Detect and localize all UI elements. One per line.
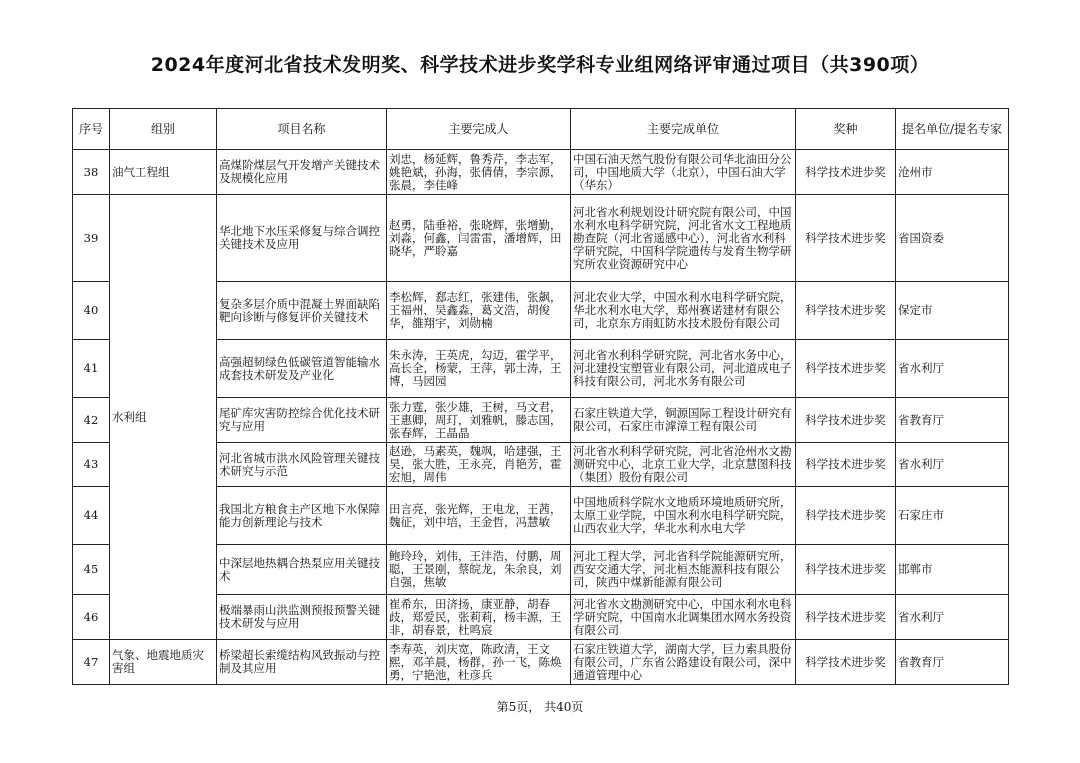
group-cell: 油气工程组 xyxy=(110,150,217,195)
nominator-cell: 省水利厅 xyxy=(896,340,1009,398)
nominator-cell: 省水利厅 xyxy=(896,595,1009,640)
people-cell: 张力霆，张少雄，王树，马文君，王惠卿，周玎，刘雅帆，滕志国，张春辉，王晶晶 xyxy=(387,398,571,443)
row-num: 44 xyxy=(73,487,110,545)
header-people: 主要完成人 xyxy=(387,109,571,150)
row-num: 41 xyxy=(73,340,110,398)
header-units: 主要完成单位 xyxy=(571,109,796,150)
row-num: 40 xyxy=(73,282,110,340)
people-cell: 李寿英，刘庆宽，陈政清，王文熙，邓羊晨，杨群，孙一飞，陈焕勇，宁艳池，杜彦兵 xyxy=(387,640,571,685)
project-cell: 高强超韧绿色低碳管道智能输水成套技术研发及产业化 xyxy=(217,340,387,398)
nominator-cell: 省国资委 xyxy=(896,195,1009,282)
header-group: 组别 xyxy=(110,109,217,150)
award-cell: 科学技术进步奖 xyxy=(796,340,896,398)
table-row xyxy=(73,150,1009,195)
award-cell: 科学技术进步奖 xyxy=(796,640,896,685)
nominator-cell: 省水利厅 xyxy=(896,443,1009,487)
people-cell: 朱永涛，王英虎，勾迈，霍学平，高长全，杨蒙，王萍，郭士涛，王博，马园园 xyxy=(387,340,571,398)
units-cell: 中国石油天然气股份有限公司华北油田分公司，中国地质大学（北京），中国石油大学（华东） xyxy=(571,150,796,195)
project-cell: 复杂多层介质中混凝土界面缺陷靶向诊断与修复评价关键技术 xyxy=(217,282,387,340)
award-cell: 科学技术进步奖 xyxy=(796,487,896,545)
row-num: 43 xyxy=(73,443,110,487)
award-cell: 科学技术进步奖 xyxy=(796,282,896,340)
people-cell: 田言亮，张光辉，王电龙，王茜，魏征，刘中培，王金哲，冯慧敏 xyxy=(387,487,571,545)
nominator-cell: 石家庄市 xyxy=(896,487,1009,545)
people-cell: 赵勇，陆垂裕，张晓辉，张增勤，刘淼，何鑫，闫雷雷，潘增辉，田晓华，严聆嘉 xyxy=(387,195,571,282)
nominator-cell: 省教育厅 xyxy=(896,398,1009,443)
table-row xyxy=(73,195,1009,282)
project-cell: 华北地下水压采修复与综合调控关键技术及应用 xyxy=(217,195,387,282)
award-cell: 科学技术进步奖 xyxy=(796,595,896,640)
people-cell: 李松辉，郄志红，张建伟，张飙，王福州，吴鑫淼，葛文浩，胡俊华，雒翔宇，刘勋楠 xyxy=(387,282,571,340)
project-cell: 高煤阶煤层气开发增产关键技术及规模化应用 xyxy=(217,150,387,195)
nominator-cell: 省教育厅 xyxy=(896,640,1009,685)
table-row xyxy=(73,640,1009,685)
project-cell: 我国北方粮食主产区地下水保障能力创新理论与技术 xyxy=(217,487,387,545)
row-num: 47 xyxy=(73,640,110,685)
units-cell: 河北省水利规划设计研究院有限公司，中国水利水电科学研究院，河北省水文工程地质勘查院（河北省遥感中心），河北省水利科学研究院，中国科学院遗传与发育生物学研究所农业资源研究中心 xyxy=(571,195,796,282)
award-cell: 科学技术进步奖 xyxy=(796,398,896,443)
units-cell: 中国地质科学院水文地质环境地质研究所，太原工业学院，中国水利水电科学研究院，山西农业大学，华北水利水电大学 xyxy=(571,487,796,545)
people-cell: 赵逊，马素英，魏飒，哈建强，王昊，张大胜，王永亮，肖艳芳，霍宏旭，周伟 xyxy=(387,443,571,487)
row-num: 38 xyxy=(73,150,110,195)
nominator-cell: 沧州市 xyxy=(896,150,1009,195)
project-cell: 桥梁超长索缆结构风致振动与控制及其应用 xyxy=(217,640,387,685)
page-footer: 第5页， 共40页 xyxy=(496,700,584,714)
header-num: 序号 xyxy=(73,109,110,150)
award-cell: 科学技术进步奖 xyxy=(796,443,896,487)
table-header-row xyxy=(73,109,1009,150)
row-num: 39 xyxy=(73,195,110,282)
units-cell: 石家庄铁道大学，湖南大学，巨力索具股份有限公司，广东省公路建设有限公司，深中通道管理中心 xyxy=(571,640,796,685)
units-cell: 河北省水利科学研究院，河北省沧州水文勘测研究中心，北京工业大学，北京慧图科技（集团）股份有限公司 xyxy=(571,443,796,487)
nominator-cell: 邯郸市 xyxy=(896,545,1009,595)
award-cell: 科学技术进步奖 xyxy=(796,545,896,595)
units-cell: 河北农业大学，中国水利水电科学研究院，华北水利水电大学，郑州赛诺建材有限公司，北京东方雨虹防水技术股份有限公司 xyxy=(571,282,796,340)
group-cell: 水利组 xyxy=(110,195,217,640)
row-num: 46 xyxy=(73,595,110,640)
project-cell: 河北省城市洪水风险管理关键技术研究与示范 xyxy=(217,443,387,487)
group-cell: 气象、地震地质灾害组 xyxy=(110,640,217,685)
units-cell: 河北工程大学，河北省科学院能源研究所，西安交通大学，河北桓杰能源科技有限公司，陕西中煤新能源有限公司 xyxy=(571,545,796,595)
row-num: 45 xyxy=(73,545,110,595)
page-title: 2024年度河北省技术发明奖、科学技术进步奖学科专业组网络评审通过项目（共390项） xyxy=(150,54,930,76)
people-cell: 刘忠，杨延辉，鲁秀芹，李志军，姚艳斌，孙海，张倩倩，李宗源，张晨，李佳峰 xyxy=(387,150,571,195)
people-cell: 崔希东，田济扬，康亚静，胡春歧，郑爱民，张莉莉，杨丰源，王非，胡春景，杜鸣宸 xyxy=(387,595,571,640)
project-cell: 极端暴雨山洪监测预报预警关键技术研发与应用 xyxy=(217,595,387,640)
project-cell: 尾矿库灾害防控综合优化技术研究与应用 xyxy=(217,398,387,443)
header-nominator: 提名单位/提名专家 xyxy=(896,109,1009,150)
row-num: 42 xyxy=(73,398,110,443)
award-cell: 科学技术进步奖 xyxy=(796,195,896,282)
units-cell: 河北省水利科学研究院，河北省水务中心，河北建投宝塑管业有限公司，河北道成电子科技有限公司，河北水务有限公司 xyxy=(571,340,796,398)
header-award: 奖种 xyxy=(796,109,896,150)
project-cell: 中深层地热耦合热泵应用关键技术 xyxy=(217,545,387,595)
award-cell: 科学技术进步奖 xyxy=(796,150,896,195)
units-cell: 河北省水文勘测研究中心，中国水利水电科学研究院，中国南水北调集团水网水务投资有限公司 xyxy=(571,595,796,640)
nominator-cell: 保定市 xyxy=(896,282,1009,340)
units-cell: 石家庄铁道大学，铜源国际工程设计研究有限公司，石家庄市滹漳工程有限公司 xyxy=(571,398,796,443)
people-cell: 鲍玲玲，刘伟，王沣浩，付鹏，周聪，王景刚，蔡皖龙，朱余良，刘自强，焦敏 xyxy=(387,545,571,595)
project-table xyxy=(72,108,1009,685)
header-project: 项目名称 xyxy=(217,109,387,150)
